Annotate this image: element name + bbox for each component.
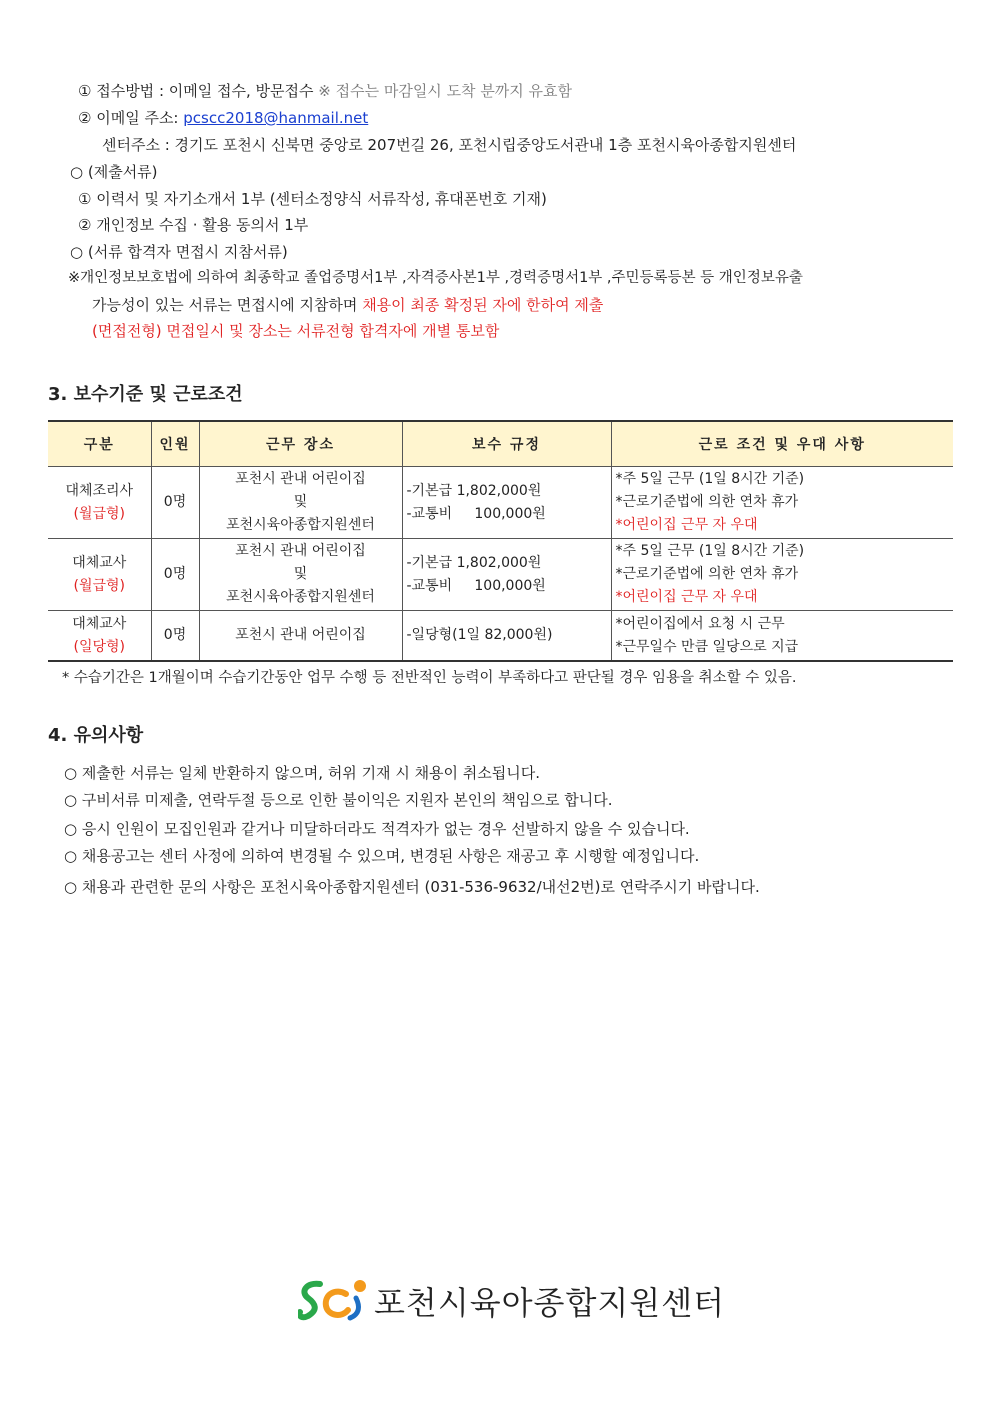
center-address: 센터주소 : 경기도 포천시 신북면 중앙로 207번길 26, 포천시립중앙도서관내 1층 포천시육아종합지원센터 xyxy=(102,136,797,154)
condition-line: *근로기준법에 의한 연차 휴가 xyxy=(615,494,799,510)
notice-item: ○ 구비서류 미제출, 연락두절 등으로 인한 불이익은 지원자 본인의 책임으로 합니다. xyxy=(64,791,613,809)
privacy-note-2a: 가능성이 있는 서류는 면접시에 지참하며 xyxy=(92,296,358,314)
email-line xyxy=(78,107,368,129)
table-row xyxy=(48,467,953,539)
privacy-note-2 xyxy=(92,294,603,316)
method-note: ※ 접수는 마감일시 도착 분까지 유효함 xyxy=(318,82,573,100)
interview-docs-header: ○ (서류 합격자 면접시 지참서류) xyxy=(70,243,288,261)
cell-type xyxy=(48,467,151,539)
cell-conditions xyxy=(611,611,953,662)
place-line: 포천시육아종합지원센터 xyxy=(226,589,375,605)
condition-line: *근무일수 만큼 일당으로 지급 xyxy=(615,638,799,655)
place-line: 포천시육아종합지원센터 xyxy=(226,517,375,533)
condition-line: *어린이집에서 요청 시 근무 xyxy=(615,615,785,632)
col-header-place: 근무 장소 xyxy=(199,421,402,467)
logo-mark-icon xyxy=(298,1276,372,1322)
pay-type-label: (월급형) xyxy=(73,505,125,522)
condition-line: *근로기준법에 의한 연차 휴가 xyxy=(615,566,799,582)
cell-conditions xyxy=(611,539,953,611)
cell-place xyxy=(199,611,402,662)
notice-item: ○ 응시 인원이 모집인원과 같거나 미달하더라도 적격자가 없는 경우 선발하지 않을 수 있습니다. xyxy=(64,820,690,838)
condition-line: *주 5일 근무 (1일 8시간 기준) xyxy=(615,471,805,487)
notice-item: ○ 채용공고는 센터 사정에 의하여 변경될 수 있으며, 변경된 사항은 재공고 후 시행할 예정입니다. xyxy=(64,847,700,865)
cell-pay xyxy=(402,611,611,662)
email-label: ② 이메일 주소: xyxy=(78,109,179,127)
doc-item-1: ① 이력서 및 자기소개서 1부 (센터소정양식 서류작성, 휴대폰번호 기재) xyxy=(78,190,547,208)
type-label: 대체조리사 xyxy=(65,482,134,499)
email-link[interactable]: pcscc2018@hanmail.net xyxy=(183,109,369,127)
method-text: ① 접수방법 : 이메일 접수, 방문접수 xyxy=(78,82,314,100)
probation-footnote: * 수습기간은 1개월이며 수습기간동안 업무 수행 등 전반적인 능력이 부족하다고 판단될 경우 임용을 취소할 수 있음. xyxy=(62,670,797,686)
pay-line: -교통비 100,000원 xyxy=(406,577,546,594)
section4-title: 4. 유의사항 xyxy=(48,725,144,746)
pay-line: -교통비 100,000원 xyxy=(406,505,546,522)
pay-table-header xyxy=(48,421,953,467)
place-line: 및 xyxy=(293,494,308,510)
pay-line: -일당형(1일 82,000원) xyxy=(406,627,553,643)
col-header-count: 인원 xyxy=(151,421,199,467)
interview-note: (면접전형) 면접일시 및 장소는 서류전형 합격자에 개별 통보함 xyxy=(92,322,500,340)
doc-item-2: ② 개인정보 수집 · 활용 동의서 1부 xyxy=(78,216,309,234)
logo-text: 포천시육아종합지원센터 xyxy=(374,1284,726,1322)
type-label: 대체교사 xyxy=(72,615,127,632)
cell-count: 0명 xyxy=(151,467,199,539)
cell-count: 0명 xyxy=(151,611,199,662)
cell-conditions xyxy=(611,467,953,539)
place-line: 포천시 관내 어린이집 xyxy=(235,627,366,643)
table-row xyxy=(48,539,953,611)
cell-place xyxy=(199,467,402,539)
pay-type-label: (일당형) xyxy=(73,638,125,655)
condition-line: *주 5일 근무 (1일 8시간 기준) xyxy=(615,543,805,559)
col-header-pay: 보수 규정 xyxy=(402,421,611,467)
cell-pay xyxy=(402,467,611,539)
cell-place xyxy=(199,539,402,611)
place-line: 및 xyxy=(293,566,308,582)
pay-line: -기본급 1,802,000원 xyxy=(406,554,542,571)
cell-pay xyxy=(402,539,611,611)
place-line: 포천시 관내 어린이집 xyxy=(235,471,366,487)
method-line xyxy=(78,80,572,102)
preference-line: *어린이집 근무 자 우대 xyxy=(615,589,758,605)
place-line: 포천시 관내 어린이집 xyxy=(235,543,366,559)
notice-item: ○ 제출한 서류는 일체 반환하지 않으며, 허위 기재 시 채용이 취소됩니다. xyxy=(64,764,541,782)
docs-header: ○ (제출서류) xyxy=(70,163,158,181)
cell-count: 0명 xyxy=(151,539,199,611)
privacy-note-2b: 채용이 최종 확정된 자에 한하여 제출 xyxy=(362,296,604,314)
pay-type-label: (월급형) xyxy=(73,577,125,594)
cell-type xyxy=(48,611,151,662)
cell-type xyxy=(48,539,151,611)
table-row xyxy=(48,611,953,662)
center-logo xyxy=(298,1276,726,1322)
notice-item: ○ 채용과 관련한 문의 사항은 포천시육아종합지원센터 (031-536-9632/내선2번)로 연락주시기 바랍니다. xyxy=(64,878,760,896)
section3-title: 3. 보수기준 및 근로조건 xyxy=(48,384,243,405)
preference-line: *어린이집 근무 자 우대 xyxy=(615,517,758,533)
privacy-note-1: ※개인정보보호법에 의하여 최종학교 졸업증명서1부 ,자격증사본1부 ,경력증명서1부 ,주민등록등본 등 개인정보유출 xyxy=(68,270,803,286)
col-header-type: 구분 xyxy=(48,421,151,467)
type-label: 대체교사 xyxy=(72,554,127,571)
pay-line: -기본급 1,802,000원 xyxy=(406,482,542,499)
pay-table xyxy=(48,420,953,662)
col-header-conditions: 근로 조건 및 우대 사항 xyxy=(611,421,953,467)
